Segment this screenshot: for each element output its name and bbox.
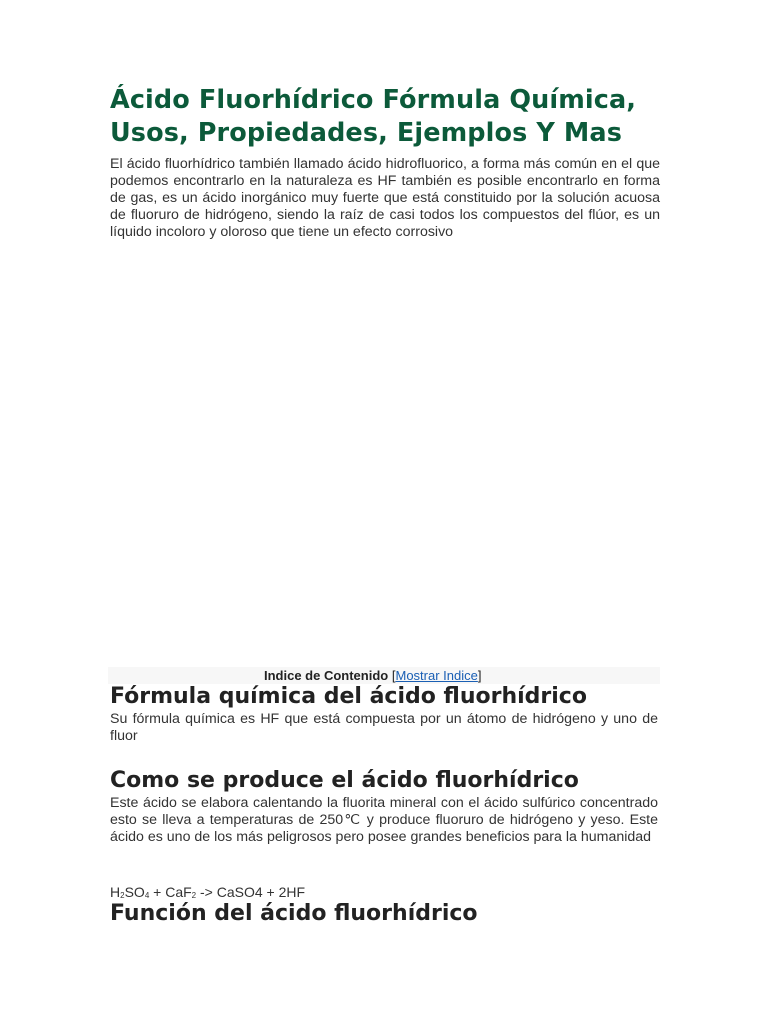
page-title: Ácido Fluorhídrico Fórmula Química, Usos, Propiedades, Ejemplos Y Mas (110, 85, 637, 148)
formula-so: SO (124, 884, 145, 900)
show-index-link[interactable]: Mostrar Indice (395, 668, 478, 683)
table-of-contents-bar (108, 667, 660, 684)
intro-paragraph: El ácido fluorhídrico también llamado ácido hidrofluorico, a forma más común en el que podemos encontrarlo en la naturaleza es HF también es posible encontrarlo en forma de gas, es un ácido inorgánico muy fuerte que está constituido por la solución acuosa de fluoruro de hidrógeno, siendo la raíz de casi todos los compuestos del flúor, es un líquido incoloro y oloroso que tiene un efecto corrosivo (110, 156, 660, 240)
formula-so-sub: 4 (144, 891, 150, 900)
toc-title: Indice de Contenido (264, 668, 389, 683)
toc-content (264, 667, 481, 684)
section-production (110, 767, 658, 846)
section-heading-function: Función del ácido fluorhídrico (110, 901, 478, 926)
article-header (110, 84, 660, 241)
section-body-production: Este ácido se elabora calentando la fluorita mineral con el ácido sulfúrico concentrado esto se lleva a temperaturas de 250℃ y produce fluoruro de hidrógeno y yeso. Este ácido es uno de los más peligrosos pero posee grandes beneficios para la humanidad (110, 795, 658, 845)
section-body-formula: Su fórmula química es HF que está compuesta por un átomo de hidrógeno y uno de fluor (110, 711, 658, 744)
formula-plus-caf: + CaF (149, 884, 192, 900)
toc-open-bracket: [ (391, 668, 396, 683)
section-heading-formula: Fórmula química del ácido fluorhídrico (110, 684, 587, 709)
section-function (110, 900, 658, 928)
toc-close-bracket: ] (477, 668, 482, 683)
formula-h: H (110, 884, 121, 900)
section-heading-production: Como se produce el ácido fluorhídrico (110, 768, 579, 793)
formula-caf-sub: 2 (191, 891, 197, 900)
formula-rest: -> CaSO4 + 2HF (196, 884, 306, 900)
section-formula (110, 683, 658, 745)
formula-h-sub: 2 (120, 891, 125, 900)
